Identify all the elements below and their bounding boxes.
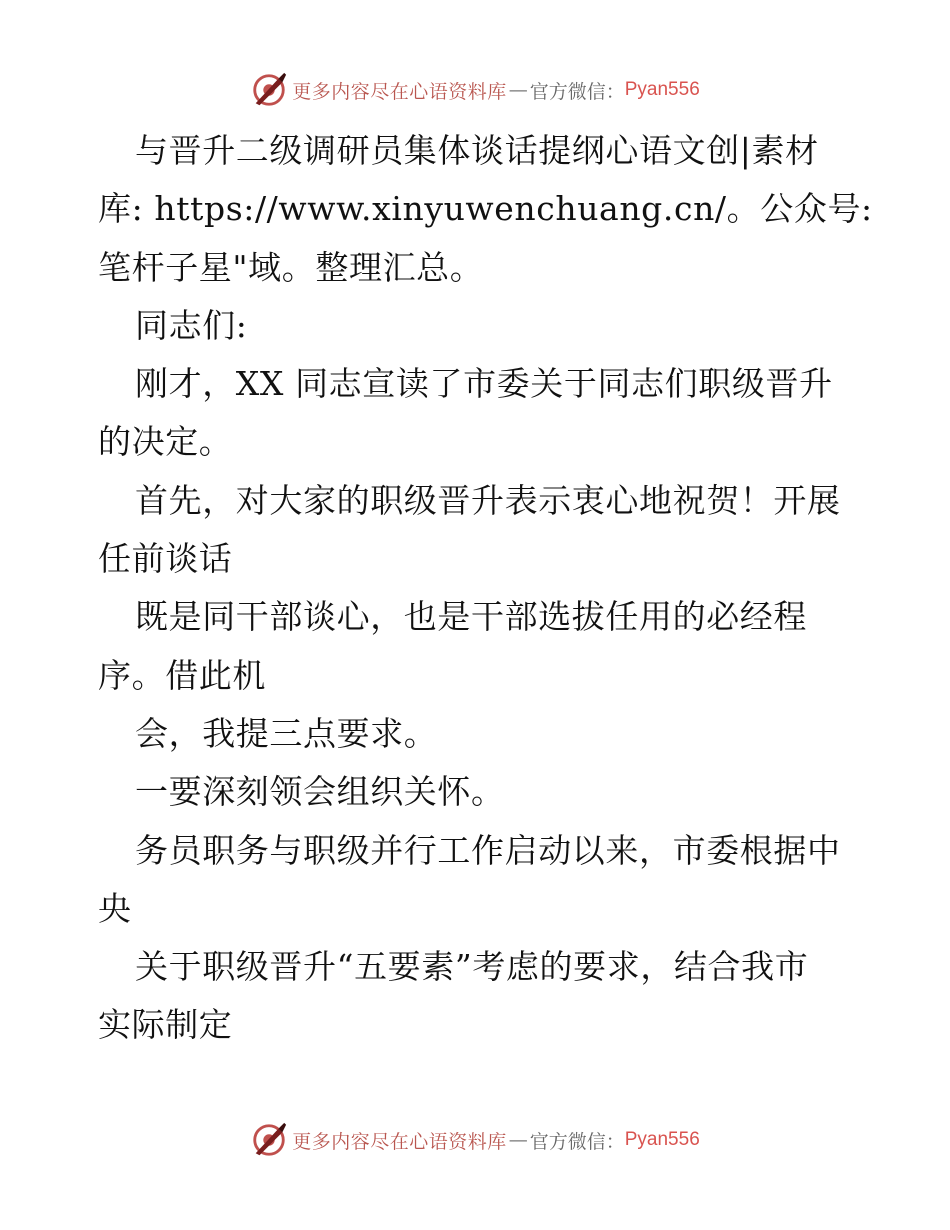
text-line: 的决定。 (98, 422, 233, 462)
watermark-main-text: 更多内容尽在心语资料库 (292, 80, 507, 103)
text-line: 会，我提三点要求。 (135, 713, 438, 753)
text-line: 既是同干部谈心，也是干部选拔任用的必经程 (135, 597, 807, 637)
text-line: 关于职级晋升“五要素”考虑的要求，结合我市 (135, 947, 809, 987)
text-line: 与晋升二级调研员集体谈话提纲心语文创|素材 (135, 131, 819, 170)
watermark-dash: — (508, 1129, 528, 1151)
watermark-contact-id: Pyan556 (624, 1129, 700, 1150)
watermark-main-text: 更多内容尽在心语资料库 (292, 1130, 507, 1153)
watermark-contact-id: Pyan556 (624, 79, 700, 100)
text-line: 笔杆子星"域。整理汇总。 (98, 247, 484, 287)
text-line: 库: https://www.xinyuwenchuang.cn/。公众号: (98, 189, 873, 229)
text-line: 一要深刻领会组织关怀。 (135, 772, 505, 812)
pen-logo-icon (250, 71, 288, 109)
watermark-dash: — (508, 79, 528, 101)
header-watermark (0, 70, 950, 110)
text-line: 同志们: (135, 305, 248, 345)
pen-logo-icon (250, 1121, 288, 1159)
footer-watermark (0, 1120, 950, 1160)
text-line: 务员职务与职级并行工作启动以来，市委根据中 (135, 830, 841, 870)
watermark-contact-label: 官方微信： (529, 1130, 625, 1153)
text-line: 序。借此机 (98, 655, 266, 695)
text-line: 央 (98, 888, 132, 928)
text-line: 首先，对大家的职级晋升表示衷心地祝贺！开展 (135, 480, 841, 520)
text-line: 任前谈话 (98, 539, 233, 579)
document-body (98, 122, 873, 1055)
text-line: 刚才，XX 同志宣读了市委关于同志们职级晋升 (135, 364, 833, 404)
text-line: 实际制定 (98, 1005, 233, 1045)
watermark-contact-label: 官方微信： (529, 80, 625, 103)
